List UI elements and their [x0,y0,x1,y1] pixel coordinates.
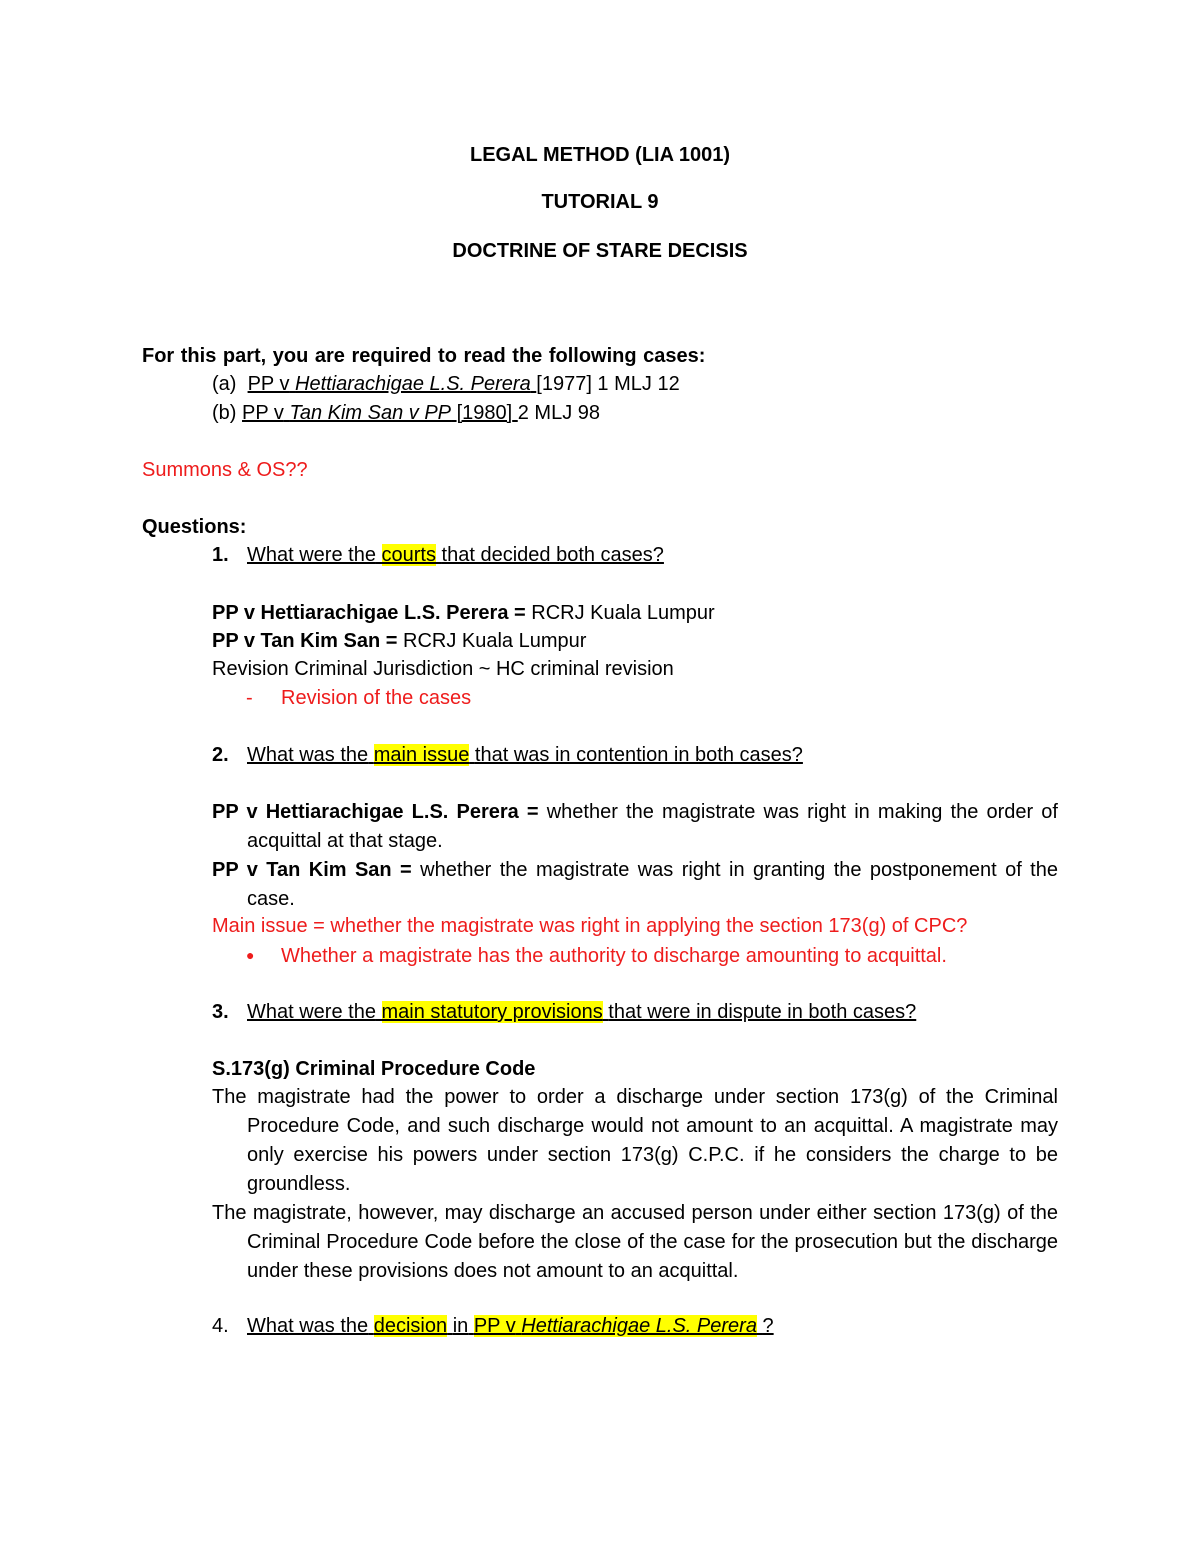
question-3-text-post: that were in dispute in both cases? [608,1001,917,1023]
q1-answer-1-text: RCRJ Kuala Lumpur [531,602,715,624]
bullet-icon: ● [246,947,255,963]
question-1-highlight: courts [381,544,436,566]
question-3 [212,1000,916,1024]
case-a-title [248,373,537,395]
case-b-title [242,402,518,424]
case-b-name: Tan Kim San v PP [289,402,452,424]
q1-red-item-text: Revision of the cases [281,687,472,709]
question-4-highlight-decision: decision [373,1315,448,1337]
case-a-pp: PP v [247,373,290,395]
question-4 [212,1314,774,1338]
questions-heading: Questions: [142,516,247,538]
q1-answer-2-case: PP v Tan Kim San = [212,630,398,652]
q2-answer-1-case: PP v Hettiarachigae L.S. Perera = [212,801,539,823]
q1-red-item [246,686,471,710]
topic-title: DOCTRINE OF STARE DECISIS [452,240,748,262]
question-4-text-post: ? [762,1315,774,1337]
dash-marker: - [246,687,253,709]
question-2-text-pre: What was the [247,744,369,766]
question-3-number: 3. [212,1001,229,1023]
case-a-marker: (a) [212,373,237,395]
question-1-number: 1. [212,544,229,566]
q2-answer-2-case: PP v Tan Kim San = [212,859,412,881]
question-4-number: 4. [212,1315,229,1337]
case-a-cite: [1977] 1 MLJ 12 [536,373,680,395]
question-2-text-post: that was in contention in both cases? [474,744,803,766]
question-4-text-pre: What was the [247,1315,369,1337]
case-b-pp: PP v [242,402,284,424]
q2-answer-1 [212,798,1058,856]
case-b-year: [1980] [456,402,513,424]
course-title: LEGAL METHOD (LIA 1001) [469,144,731,166]
question-3-highlight: main statutory provisions [381,1001,603,1023]
question-2-highlight: main issue [373,744,470,766]
q1-answer-3: Revision Criminal Jurisdiction ~ HC criminal revision [212,658,674,680]
q1-answer-2 [212,629,586,653]
q3-paragraph-2: The magistrate, however, may discharge an accused person under either section 173(g) of the Criminal Procedure Code before the close of the case for the prosecution but the discharge under these provisions does not amount to an acquittal. [212,1202,1058,1282]
q2-answer-1-text: whether the magistrate was right in making the order of acquittal at that stage. [247,801,1058,852]
question-4-case-name: Hettiarachigae L.S. Perera [521,1315,757,1337]
q1-answer-1-case: PP v Hettiarachigae L.S. Perera = [212,602,526,624]
q3-heading: S.173(g) Criminal Procedure Code [212,1058,536,1080]
q2-bullet-text: Whether a magistrate has the authority to discharge amounting to acquittal. [281,945,947,967]
case-b-marker: (b) [212,402,237,424]
case-b-cite: 2 MLJ 98 [517,402,601,424]
question-4-case-pp: PP v [473,1315,516,1337]
tutorial-title: TUTORIAL 9 [541,191,659,213]
question-4-highlight-case [474,1315,757,1337]
q2-bullet-item [246,943,947,968]
q3-paragraph-1: The magistrate had the power to order a discharge under section 173(g) of the Criminal Procedure Code, and such discharge would not amount to an acquittal. A magistrate may only exercise his powers under section 173(g) C.P.C. if he considers the charge to be groundless. [212,1086,1058,1195]
question-1-text-post: that decided both cases? [441,544,664,566]
question-4-text-mid: in [452,1315,469,1337]
case-a [212,372,680,396]
question-2 [212,743,803,767]
q2-main-issue: Main issue = whether the magistrate was right in applying the section 173(g) of CPC? [212,915,968,937]
summons-note: Summons & OS?? [142,459,308,481]
q2-answer-2-text: whether the magistrate was right in granting the postponement of the case. [247,859,1058,910]
question-2-number: 2. [212,744,229,766]
q2-answer-2 [212,856,1058,914]
question-3-text-pre: What were the [247,1001,376,1023]
question-1 [212,543,664,567]
question-1-text-pre: What were the [247,544,376,566]
q1-answer-1 [212,601,715,625]
case-b [212,401,600,425]
reading-intro: For this part, you are required to read the following cases: [142,345,706,367]
q1-answer-2-text: RCRJ Kuala Lumpur [403,630,587,652]
case-a-name: Hettiarachigae L.S. Perera [295,373,531,395]
